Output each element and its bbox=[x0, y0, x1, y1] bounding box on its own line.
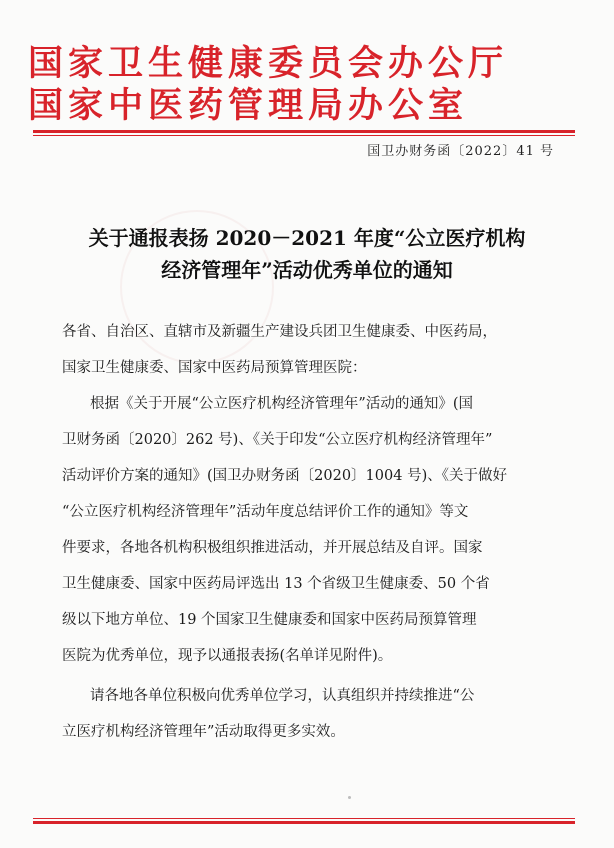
header-red-rule-thin bbox=[33, 135, 575, 136]
footer-red-rule-thin bbox=[33, 818, 575, 819]
paragraph-1-line: 卫财务函〔2020〕262 号)、《关于印发“公立医疗机构经济管理年” bbox=[62, 432, 493, 448]
scan-speck bbox=[348, 796, 351, 799]
paragraph-1-line: 件要求，各地各机构积极组织推进活动，并开展总结及自评。国家 bbox=[62, 540, 483, 556]
paragraph-2-line: 立医疗机构经济管理年”活动取得更多实效。 bbox=[62, 724, 345, 740]
paragraph-1-line: 卫生健康委、国家中医药局评选出 13 个省级卫生健康委、50 个省 bbox=[62, 576, 490, 592]
paragraph-1-line: 级以下地方单位、19 个国家卫生健康委和国家中医药局预算管理 bbox=[62, 612, 477, 628]
document-title-line-2: 经济管理年”活动优秀单位的通知 bbox=[161, 258, 453, 282]
paragraph-1-line: 活动评价方案的通知》(国卫办财务函〔2020〕1004 号)、《关于做好 bbox=[62, 468, 507, 484]
addressee-line-1: 各省、自治区、直辖市及新疆生产建设兵团卫生健康委、中医药局， bbox=[62, 324, 497, 340]
document-number: 国卫办财务函〔2022〕41 号 bbox=[367, 144, 554, 159]
addressee-line-2: 国家卫生健康委、国家中医药局预算管理医院： bbox=[62, 360, 367, 376]
issuer-name-2: 国家中医药管理局办公室 bbox=[28, 85, 469, 126]
paragraph-1-line: 医院为优秀单位，现予以通报表扬(名单详见附件)。 bbox=[62, 648, 393, 664]
paragraph-1-line: “公立医疗机构经济管理年”活动年度总结评价工作的通知》等文 bbox=[62, 504, 469, 520]
paragraph-1-line: 根据《关于开展“公立医疗机构经济管理年”活动的通知》(国 bbox=[90, 396, 473, 412]
issuer-name-1: 国家卫生健康委员会办公厅 bbox=[28, 43, 509, 84]
footer-red-rule-thick bbox=[33, 821, 575, 824]
header-red-rule-thick bbox=[33, 130, 575, 133]
paragraph-2-line: 请各地各单位积极向优秀单位学习，认真组织并持续推进“公 bbox=[90, 688, 475, 704]
document-title-line-1: 关于通报表扬 2020－2021 年度“公立医疗机构 bbox=[88, 226, 526, 250]
